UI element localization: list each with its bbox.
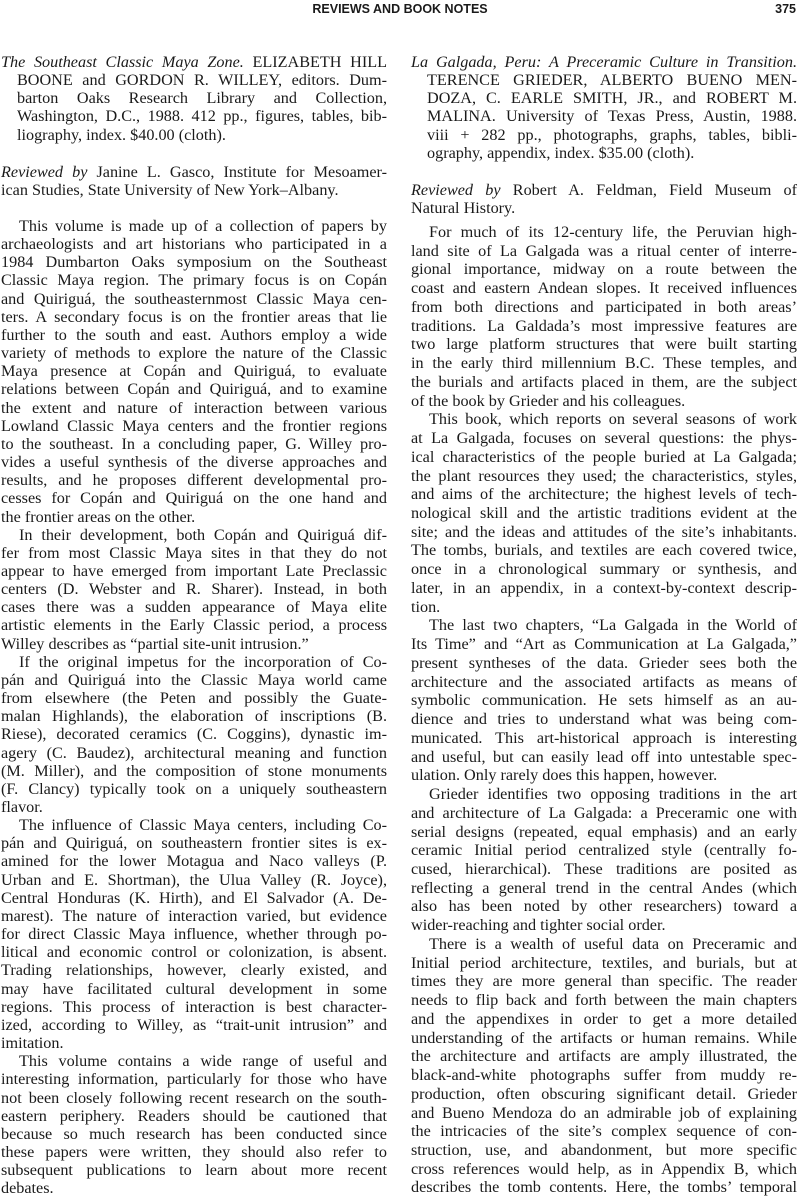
- reviewed-by-label: Reviewed by: [411, 181, 501, 199]
- text-line: regions. This process of interaction is best character-: [1, 997, 387, 1016]
- paragraph: [1, 526, 387, 653]
- text-line: ulation. Only rarely does this happen, however.: [411, 766, 718, 785]
- reviewer-line: [411, 181, 797, 199]
- text-line: marest). The nature of interaction varied, but evidence: [1, 906, 387, 925]
- text-line: archaeologists and art historians who participated in a: [1, 235, 387, 254]
- text-line: Its Time” and “Art as Communication at La Galgada,”: [411, 635, 797, 654]
- paragraph: [411, 616, 797, 785]
- text-line: from both directions and participated in both areas’: [411, 297, 797, 316]
- text-line: and Quiriguá, the southeasternmost Classic Maya cen-: [1, 289, 387, 308]
- text-line: (F. Clancy) typically took on a uniquely southeastern: [1, 779, 387, 798]
- text-line: The influence of Classic Maya centers, including Co-: [19, 816, 387, 835]
- text-line: and architecture of La Galgada: a Preceramic one with: [411, 803, 797, 822]
- text-line: The tombs, burials, and textiles are each covered twice,: [411, 541, 797, 560]
- text-line: and aims of the architecture; the highest levels of tech-: [411, 485, 797, 504]
- citation-line: BOONE and GORDON R. WILLEY, editors. Dum-: [17, 71, 387, 90]
- reviewer-name: Robert A. Feldman, Field Museum of: [500, 181, 798, 199]
- text-line: litical and economic control or colonization, is absent.: [1, 943, 387, 962]
- text-line: these papers were written, they should also refer to: [1, 1142, 387, 1161]
- text-line: tion.: [411, 597, 441, 616]
- text-line: cases there was a sudden appearance of Maya elite: [1, 598, 387, 617]
- text-line: once in a chronological summary or synthesis, and: [411, 560, 797, 579]
- text-line: struction, use, and abandonment, but more specific: [411, 1140, 797, 1159]
- citation-line: Washington, D.C., 1988. 412 pp., figures, tables, bib-: [17, 107, 387, 126]
- text-line: Trading relationships, however, clearly existed, and: [1, 961, 387, 980]
- text-line: cused, hierarchical). These traditions are posited as: [411, 859, 797, 878]
- text-line: Riese), decorated ceramics (C. Coggins), dynastic im-: [1, 725, 387, 744]
- book-citation: [1, 53, 387, 144]
- text-line: Grieder identifies two opposing traditions in the art: [429, 785, 797, 804]
- text-line: may have facilitated cultural development in some: [1, 979, 387, 998]
- text-line: variety of methods to explore the nature of the Classic: [1, 344, 387, 363]
- citation-text: ELIZABETH HILL: [243, 53, 387, 71]
- reviewer-name: Janine L. Gasco, Institute for Mesoamer-: [87, 163, 388, 181]
- text-line: land site of La Galgada was a ritual center of interre-: [411, 241, 797, 260]
- text-line: the architecture and artifacts are amply illustrated, the: [411, 1047, 797, 1066]
- text-line: nological skill and the artistic traditions evident at the: [411, 504, 797, 523]
- text-line: The last two chapters, “La Galgada in the World of: [429, 616, 797, 635]
- text-line: the frontier areas on the other.: [1, 507, 196, 526]
- text-line: serial designs (repeated, equal emphasis) and an early: [411, 822, 797, 841]
- text-line: the burials and artifacts placed in them, are the subject: [411, 372, 797, 391]
- citation-line: viii + 282 pp., photographs, graphs, tables, bibli-: [427, 125, 797, 144]
- running-head: [0, 2, 800, 18]
- text-line: Maya presence at Copán and Quiriguá, to evaluate: [1, 362, 387, 381]
- text-line: appear to have emerged from important Late Preclassic: [1, 561, 387, 580]
- text-line: wider-reaching and tighter social order.: [411, 916, 666, 935]
- paragraph: [1, 217, 387, 526]
- citation-line: [1, 53, 387, 71]
- text-line: For much of its 12-century life, the Peruvian high-: [429, 223, 797, 241]
- paragraph: [411, 785, 797, 935]
- text-line: and useful, but can easily lead off into untestable spec-: [411, 747, 797, 766]
- text-line: amined for the lower Motagua and Naco valleys (P.: [1, 852, 387, 871]
- citation-line: DOZA, C. EARLE SMITH, JR., and ROBERT M.: [427, 89, 797, 108]
- text-line: describes the tomb contents. Here, the tombs’ temporal: [411, 1178, 797, 1197]
- text-line: ical characteristics of the people buried at La Galgada;: [411, 447, 797, 466]
- paragraph: [1, 653, 387, 816]
- text-line: imitation.: [1, 1034, 64, 1053]
- text-line: site; and the ideas and attitudes of the site’s inhabitants.: [411, 522, 797, 541]
- text-line: symbolic communication. He sets himself as an au-: [411, 691, 797, 710]
- text-line: the extent and nature of interaction between various: [1, 398, 387, 417]
- reviewer-line: [1, 163, 387, 181]
- text-line: This book, which reports on several seasons of work: [429, 410, 797, 429]
- text-line: reflecting a general trend in the central Andes (which: [411, 878, 797, 897]
- text-line: traditions. La Galdada’s most impressive features are: [411, 316, 797, 335]
- text-line: dience and tries to understand what was being com-: [411, 710, 797, 729]
- paragraph: [1, 1052, 387, 1197]
- text-line: subsequent publications to learn about more recent: [1, 1161, 387, 1180]
- book-citation: [411, 53, 797, 162]
- text-line: interesting information, particularly for those who have: [1, 1070, 387, 1089]
- text-line: understanding of the artifacts or human remains. While: [411, 1028, 797, 1047]
- reviewer-line: Natural History.: [411, 199, 516, 218]
- review-body: [411, 223, 797, 1197]
- text-line: malan Highlands), the elaboration of inscriptions (B.: [1, 707, 387, 726]
- text-line: Lowland Classic Maya centers and the frontier regions: [1, 416, 387, 435]
- text-line: In their development, both Copán and Quiriguá dif-: [19, 525, 387, 544]
- text-line: gional importance, midway on a route between the: [411, 260, 797, 279]
- text-line: This volume contains a wide range of useful and: [19, 1052, 387, 1071]
- text-line: (M. Miller), and the composition of stone monuments: [1, 761, 387, 780]
- reviewer-line: ican Studies, State University of New York–Albany.: [1, 181, 339, 200]
- text-line: for direct Classic Maya influence, whether through po-: [1, 925, 387, 944]
- text-line: agery (C. Baudez), architectural meaning and function: [1, 743, 387, 762]
- text-line: because so much research has been conducted since: [1, 1124, 387, 1143]
- text-line: 1984 Dumbarton Oaks symposium on the Southeast: [1, 253, 387, 272]
- text-line: the plant resources they used; the characteristics, styles,: [411, 466, 797, 485]
- paragraph: [1, 816, 387, 1052]
- text-line: municated. This art-historical approach is interesting: [411, 728, 797, 747]
- text-line: Central Honduras (K. Hirth), and El Salvador (A. De-: [1, 888, 387, 907]
- text-line: cross references would help, as in Appendix B, which: [411, 1159, 797, 1178]
- text-line: later, in an appendix, in a context-by-context descrip-: [411, 578, 797, 597]
- text-line: at La Galgada, focuses on several questions: the phys-: [411, 429, 797, 448]
- text-line: pán and Quiriguá, on southeastern frontier sites is ex-: [1, 834, 387, 853]
- text-line: Initial period architecture, textiles, and burials, but at: [411, 953, 797, 972]
- text-line: not been closely following recent research on the south-: [1, 1088, 387, 1107]
- text-line: Willey describes as “partial site-unit intrusion.”: [1, 634, 309, 653]
- text-line: cesses for Copán and Quiriguá on the one hand and: [1, 489, 387, 508]
- text-line: and the appendixes in order to get a more detailed: [411, 1009, 797, 1028]
- text-line: and Bueno Mendoza do an admirable job of explaining: [411, 1103, 797, 1122]
- text-line: the intricacies of the site’s complex sequence of con-: [411, 1122, 797, 1141]
- text-line: architecture and the associated artifacts as means of: [411, 672, 797, 691]
- text-line: This volume is made up of a collection of papers by: [19, 217, 387, 235]
- text-line: ized, according to Willey, as “trait-unit intrusion” and: [1, 1015, 387, 1034]
- text-line: coast and eastern Andean slopes. It received influences: [411, 279, 797, 298]
- text-line: Classic Maya region. The primary focus is on Copán: [1, 271, 387, 290]
- text-line: centers (D. Webster and R. Sharer). Instead, in both: [1, 580, 387, 599]
- text-line: in the early third millennium B.C. These temples, and: [411, 354, 797, 373]
- text-line: production, often obscuring significant detail. Grieder: [411, 1084, 797, 1103]
- text-line: relations between Copán and Quiriguá, and to examine: [1, 380, 387, 399]
- running-head-title: REVIEWS AND BOOK NOTES: [312, 2, 488, 16]
- text-line: ceramic Initial period centralized style (centrally fo-: [411, 841, 797, 860]
- text-line: of the book by Grieder and his colleagues.: [411, 391, 686, 410]
- text-line: black-and-white photographs suffer from muddy re-: [411, 1066, 797, 1085]
- text-line: present syntheses of the data. Grieder sees both the: [411, 653, 797, 672]
- text-line: vides a useful synthesis of the diverse approaches and: [1, 453, 387, 472]
- book-title: The Southeast Classic Maya Zone.: [1, 53, 244, 71]
- text-line: times they are more general than specific. The reader: [411, 972, 797, 991]
- citation-line: [411, 53, 797, 71]
- text-line: If the original impetus for the incorporation of Co-: [19, 652, 387, 671]
- text-line: flavor.: [1, 798, 43, 816]
- citation-line: liography, index. $40.00 (cloth).: [17, 125, 226, 144]
- text-line: Urban and E. Shortman), the Ulua Valley (R. Joyce),: [1, 870, 387, 889]
- text-line: needs to flip back and forth between the main chapters: [411, 991, 797, 1010]
- reviewer-credit: [411, 181, 797, 217]
- text-line: artistic elements in the Early Classic period, a process: [1, 616, 387, 635]
- text-line: from elsewhere (the Peten and possibly the Guate-: [1, 689, 387, 708]
- paragraph: [411, 410, 797, 616]
- citation-line: MALINA. University of Texas Press, Austin, 1988.: [427, 107, 797, 126]
- text-line: two large platform structures that were built starting: [411, 335, 797, 354]
- text-line: fer from most Classic Maya sites in that they do not: [1, 543, 387, 562]
- paragraph: [411, 223, 797, 410]
- citation-line: barton Oaks Research Library and Collection,: [17, 89, 387, 108]
- citation-line: ography, appendix, index. $35.00 (cloth).: [427, 143, 695, 162]
- review-body: [1, 217, 387, 1197]
- text-line: There is a wealth of useful data on Preceramic and: [429, 934, 797, 953]
- paragraph: [411, 935, 797, 1197]
- text-line: eastern periphery. Readers should be cautioned that: [1, 1106, 387, 1125]
- page-number: 375: [775, 2, 796, 16]
- book-title: La Galgada, Peru: A Preceramic Culture in Transition.: [411, 53, 797, 71]
- reviewer-credit: [1, 163, 387, 199]
- text-line: ters. A secondary focus is on the frontier areas that lie: [1, 307, 387, 326]
- text-line: pán and Quiriguá into the Classic Maya world came: [1, 670, 387, 689]
- text-line: also has been noted by other researchers) toward a: [411, 897, 797, 916]
- citation-line: TERENCE GRIEDER, ALBERTO BUENO MEN-: [427, 71, 797, 90]
- text-line: debates.: [1, 1179, 54, 1198]
- reviewed-by-label: Reviewed by: [1, 163, 88, 181]
- text-line: results, and he proposes different developmental pro-: [1, 471, 387, 490]
- text-line: further to the south and east. Authors employ a wide: [1, 325, 387, 344]
- text-line: to the southeast. In a concluding paper, G. Willey pro-: [1, 434, 387, 453]
